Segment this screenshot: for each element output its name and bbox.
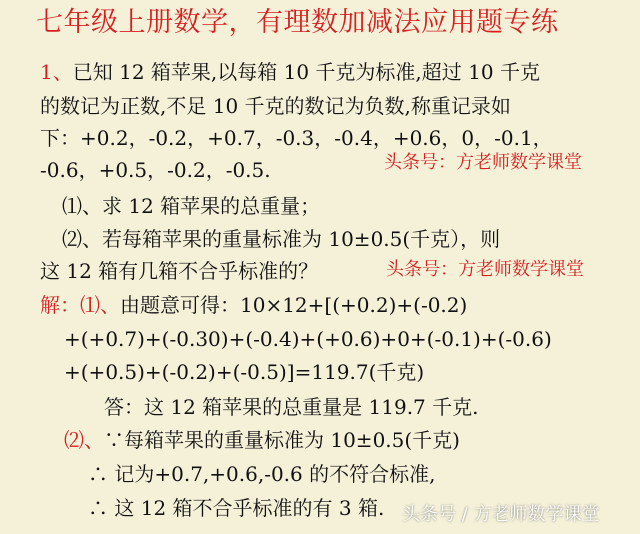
solution-text-1: 由题意可得：10×12+[(+0.2)+(-0.2)	[120, 293, 468, 317]
solution-line-5: ∴ 记为+0.7,+0.6,-0.6 的不符合标准,	[88, 462, 436, 486]
problem-line-4: -0.6，+0.5，-0.2，-0.5.	[40, 158, 271, 182]
problem-line-1	[40, 60, 540, 84]
solution-label-2: ⑵、	[64, 428, 104, 452]
watermark-2: 头条号：方老师数学课堂	[386, 259, 584, 280]
page-title: 七年级上册数学，有理数加减法应用题专练	[36, 7, 559, 38]
problem-line-3: 下：+0.2，-0.2，+0.7，-0.3，-0.4，+0.6，0，-0.1，	[40, 126, 553, 150]
footer-watermark: 头条号 / 方老师数学课堂	[402, 504, 600, 525]
question-1: ⑴、求 12 箱苹果的总重量；	[62, 194, 321, 218]
problem-number: 1、	[40, 60, 73, 84]
problem-line-2: 的数记为正数,不足 10 千克的数记为负数,称重记录如	[40, 94, 511, 118]
question-2-line-2: 这 12 箱有几箱不合乎标准的？	[40, 259, 319, 283]
solution-text-4: ∵每箱苹果的重量标准为 10±0.5(千克)	[104, 428, 460, 452]
problem-text-1: 已知 12 箱苹果,以每箱 10 千克为标准,超过 10 千克	[72, 60, 540, 84]
solution-line-1	[40, 293, 467, 317]
watermark-1: 头条号：方老师数学课堂	[384, 152, 582, 173]
solution-line-3: +(+0.5)+(-0.2)+(-0.5)]=119.7(千克)	[64, 360, 425, 384]
solution-line-6: ∴ 这 12 箱不合乎标准的有 3 箱.	[88, 496, 385, 520]
question-2-line-1: ⑵、若每箱苹果的重量标准为 10±0.5(千克），则	[62, 227, 501, 251]
solution-line-4	[64, 428, 460, 452]
solution-label: 解：⑴、	[40, 293, 120, 317]
answer-1: 答：这 12 箱苹果的总重量是 119.7 千克.	[104, 395, 479, 419]
solution-line-2: +(+0.7)+(-0.30)+(-0.4)+(+0.6)+0+(-0.1)+(-0.6)	[64, 327, 552, 351]
